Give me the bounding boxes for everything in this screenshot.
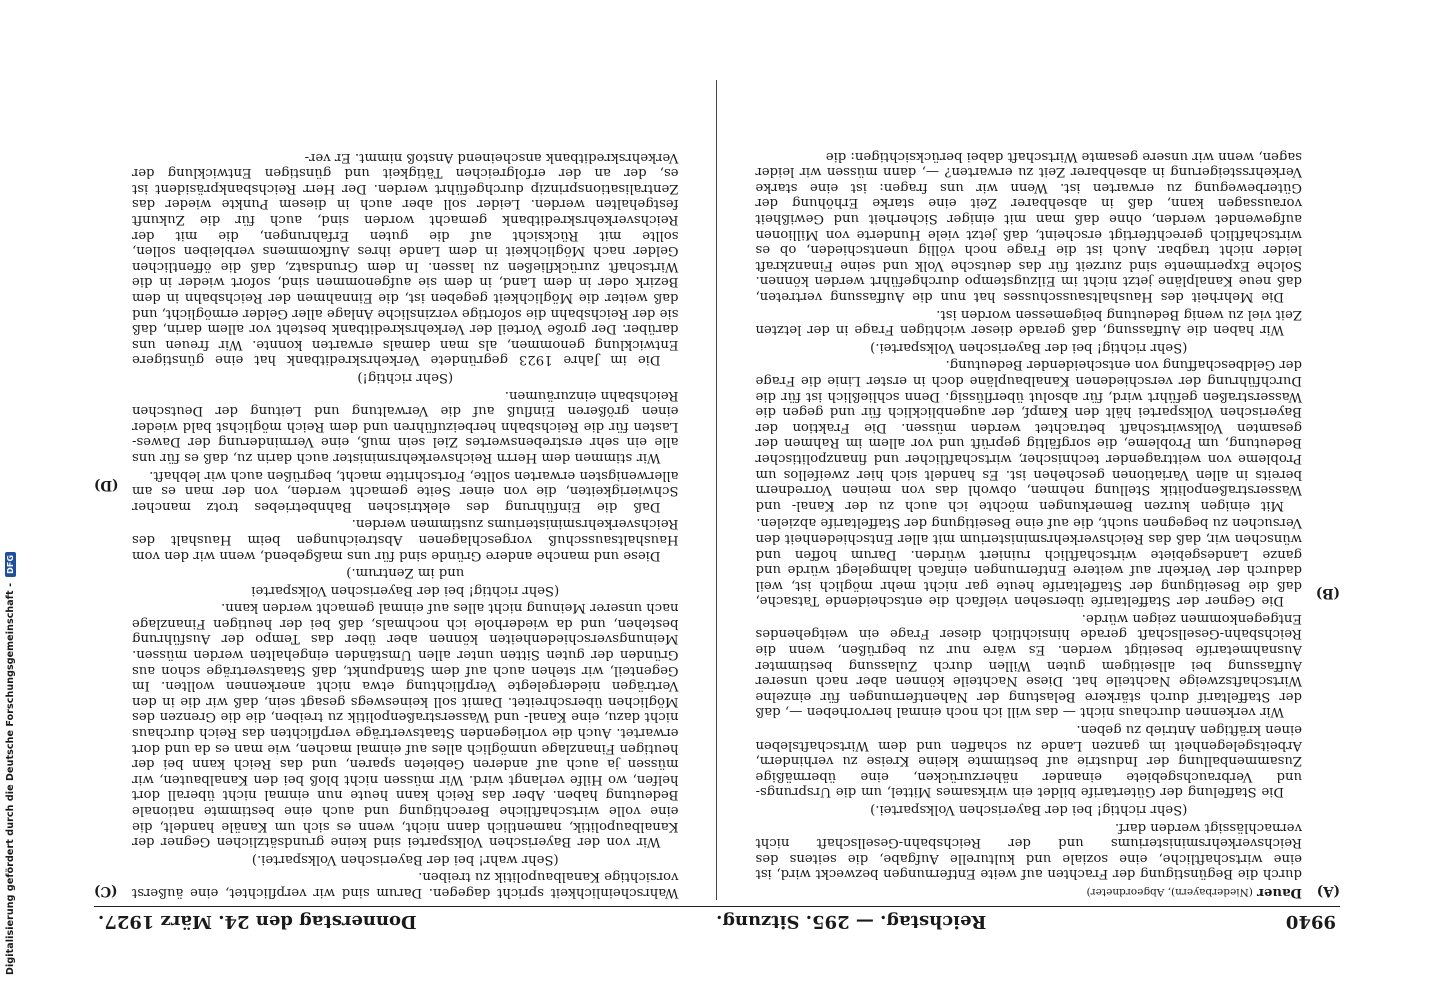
paragraph: Wahrscheinlichkeit spricht dagegen. Darum sind wir verpflichtet, eine äußerst vorsichtige Kanalbaupolitik zu treiben.	[132, 869, 679, 900]
speaker-note: (Niederbayern), Abgeordneter)	[1086, 886, 1253, 898]
paragraph: Mit einigen kurzen Bemerkungen möchte ich auch zu der Kanal- und Wasserstraßenpolitik Stellung nehmen, obwohl das von meinen Vorrednern bereits in allen Variationen geschehen ist. Es handelt sich hier zweifellos um Probleme von weittragender technischer, wirtschaftlicher und finanzpolitischer Bedeutung, um Probleme, die sorgfältig geprüft und vor allem im Rahmen der gesamten Volkswirtschaft betrachtet werden müssen. Die Fraktion der Bayerischen Volkspartei hält den Kampf, der augenblicklich für und gegen die Wasserstraßen geführt wird, für absolut überflüssig. Denn schließlich ist für die Durchführung der verschiedenen Kanalbaupläne doch in erster Linie die Frage der Geldbeschaffung von entscheidender Bedeutung.	[755, 357, 1302, 513]
header-date: Donnerstag den 24. März 1927.	[98, 911, 417, 932]
interjection: (Sehr wahr! bei der Bayerischen Volkspartei.)	[251, 851, 559, 867]
paragraph: Die Staffelung der Gütertarife bildet ein wirksames Mittel, um die Ursprungs- und Verbrauchsgebiete einander näherzurücken, eine übermäßige Zusammenballung der Industrie auf bestimmte kleine Kreise zu verhindern, Arbeitsgelegenheit im ganzen Lande zu schaffen und dem Wirtschaftsleben einen kräftigen Antrieb zu geben.	[755, 722, 1302, 800]
paragraph: Daß die Einführung des elektrischen Bahnbetriebes trotz mancher Schwierigkeiten, die von einer Seite gemacht werden, von der man es am allerwenigsten erwarten sollte, Fortschritte macht, begrüßen auch wir lebhaft.	[132, 467, 679, 514]
text-columns	[94, 80, 1340, 906]
paragraph: Die im Jahre 1923 gegründete Verkehrskreditbank hat eine günstigere Entwicklung genommen, als man damals erwarten konnte. Wir freuen uns darüber. Der große Vorteil der Verkehrskreditbank besteht vor allem darin, daß sie der Reichsbahn die sofortige verzinsliche Anlage aller Gelder ermöglicht, und daß weiter die Möglichkeit gegeben ist, die Einnahmen der Reichsbahn in dem Bezirk oder in dem Land, in dem sie aufgenommen sind, sofort wieder in die Wirtschaft zurückfließen zu lassen. In dem Grundsatz, daß die öffentlichen Gelder nach Möglichkeit in dem Lande ihres Aufkommens verbleiben sollen, sollte mit Rücksicht auf die guten Erfahrungen, die mit der Reichsverkehrskreditbank gemacht worden sind, auch für die Zukunft festgehalten werden. Leider soll aber auch in diesem Punkte wieder das Zentralisationsprinzip durchgeführt werden. Der Herr Reichsbankpräsident ist es, der an der erfolgreichen Tätigkeit und günstigen Entwicklung der Verkehrskreditbank anscheinend Anstoß nimmt. Er ver-	[132, 149, 679, 368]
left-column	[718, 80, 1341, 900]
rotated-page	[94, 72, 1340, 932]
paragraph: Wir haben die Auffassung, daß gerade dieser wichtigen Frage in der letzten Zeit viel zu wenig Bedeutung beigemessen worden ist.	[755, 306, 1302, 338]
credit-text: Digitalisierung gefördert durch die Deutsche Forschungsgemeinschaft -	[4, 582, 16, 975]
page-number: 9940	[1285, 911, 1336, 932]
interjection: (Sehr richtig! bei der Bayerischen Volkspartei	[251, 582, 560, 598]
page-header	[94, 906, 1340, 932]
section-marker-c: (C)	[94, 883, 118, 899]
section-marker-b: (B)	[1315, 585, 1340, 601]
paragraph: Die Gegner der Staffeltarife übersehen vielfach die entscheidende Tatsache, daß die Beseitigung der Staffeltarife heute gar nicht mehr möglich ist, weil dadurch der Verkehr auf weitere Entfernungen einfach lahmgelegt würde und ganze Landesgebiete wirtschaftlich ruiniert würden. Darum hoffen und wünschen wir, daß das Reichsverkehrsministerium mit aller Entschiedenheit den Versuchen zu begegnen sucht, die auf eine Beseitigung der Staffeltarife abzielen.	[755, 515, 1302, 609]
digitization-credit	[0, 15, 20, 975]
paragraph: Wir von der Bayerischen Volkspartei sind keine grundsätzlichen Gegner der Kanalbaupolitik, namentlich dann nicht, wenn es sich um Kanäle handelt, die eine volle wirtschaftliche Berechtigung und auch eine bestimmte nationale Bedeutung haben. Aber das Reich kann heute nun einmal nicht überall dort helfen, wo Hilfe verlangt wird. Wir müssen nicht bloß bei den Kanalbauten, wir müssen ja auch auf anderen Gebieten sparen, und das Reich kann bei der heutigen Finanzlage unmöglich alles auf einmal machen, wie man es da und dort erwartet. Auch die vorliegenden Staatsverträge verpflichten das Reich durchaus nicht dazu, eine Kanal- und Wasserstraßenpolitik zu treiben, die die Grenzen des Möglichen überschreitet. Damit soll keineswegs gesagt sein, daß wir die in den Verträgen niedergelegte Verpflichtung etwa nicht anerkennen wollten. Im Gegenteil, wir stehen auch auf dem Standpunkt, daß Staatsverträge schon aus Gründen der guten Sitten unter allen Umständen eingehalten werden müssen. Meinungsverschiedenheiten können aber über das Tempo der Ausführung bestehen, und da wiederhole ich nochmals, daß bei der heutigen Finanzlage nach unserer Meinung nicht alles auf einmal gemacht werden kann.	[132, 600, 679, 850]
section-marker-d: (D)	[94, 477, 119, 493]
dfg-logo: DFG	[5, 552, 16, 577]
interjection: und im Zentrum.)	[346, 565, 465, 581]
paragraph: Wir verkennen durchaus nicht — das will ich noch einmal hervorheben —, daß der Staffeltarif durch stärkere Belastung der Nahentfernungen für einzelne Wirtschaftszweige Nachteile hat. Diese Nachteile können aber nach unserer Auffassung bei allseitigem guten Willen durch Zulassung bestimmter Ausnahmetarife beseitigt werden. Es wäre nur zu begrüßen, wenn die Reichsbahn-Gesellschaft gerade hinsichtlich dieser Frage ein weitgehendes Entgegenkommen zeigen würde.	[755, 610, 1302, 720]
interjection: (Sehr richtig! bei der Bayerischen Volkspartei.)	[870, 802, 1188, 818]
right-column	[94, 80, 717, 900]
speaker-line	[756, 883, 1303, 900]
header-center: Reichstag. — 295. Sitzung.	[716, 911, 987, 932]
interjection: (Sehr richtig! bei der Bayerischen Volkspartei.)	[870, 339, 1188, 355]
interjection: (Sehr richtig!)	[357, 370, 454, 385]
section-marker-a: (A)	[1316, 883, 1340, 899]
speaker-name: Dauer	[1257, 885, 1302, 900]
paragraph: Die Mehrheit des Haushaltsausschusses hat nun die Auffassung vertreten, daß neue Kanalpläne jetzt nicht im Eilzugstempo durchgeführt werden können. Solche Experimente sind zurzeit für das deutsche Volk und seine Finanzkraft leider nicht tragbar. Auch ist die Frage noch völlig unentschieden, ob es wirtschaftlich gerechtfertigt erscheint, daß jetzt viele Hunderte von Millionen aufgewendet werden, ohne daß man mit einiger Sicherheit und Gewißheit voraussagen kann, daß in absehbarer Zeit eine starke Erhöhung der Güterbewegung zu erwarten ist. Wenn wir uns fragen: ist eine starke Verkehrssteigerung in absehbarer Zeit zu erwarten? —, dann müssen wir leider sagen, wenn wir unsere gesamte Wirtschaft dabei berücksichtigen: die	[755, 148, 1302, 305]
paragraph: durch die Begünstigung der Frachten auf weite Entfernungen bezweckt wird, ist eine wirtschaftliche, eine soziale und kulturelle Aufgabe, die seitens des Reichsverkehrsministeriums und der Reichsbahn-Gesellschaft nicht vernachlässigt werden darf.	[755, 819, 1302, 882]
paragraph: Wir stimmen dem Herrn Reichsverkehrsminister auch darin zu, daß es für uns alle ein sehr erstrebenswertes Ziel sein muß, eine Verminderung der Dawes-Lasten für die Reichsbahn herbeizuführen und dem Reich möglichst bald wieder einen größeren Einfluß auf die Verwaltung und Leitung der Deutschen Reichsbahn einzuräumen.	[132, 387, 679, 465]
paragraph: Diese und manche andere Gründe sind für uns maßgebend, wenn wir den vom Haushaltsausschuß vorgeschlagenen Abstreichungen beim Haushalt des Reichsverkehrsministeriums zustimmen werden.	[132, 516, 679, 563]
